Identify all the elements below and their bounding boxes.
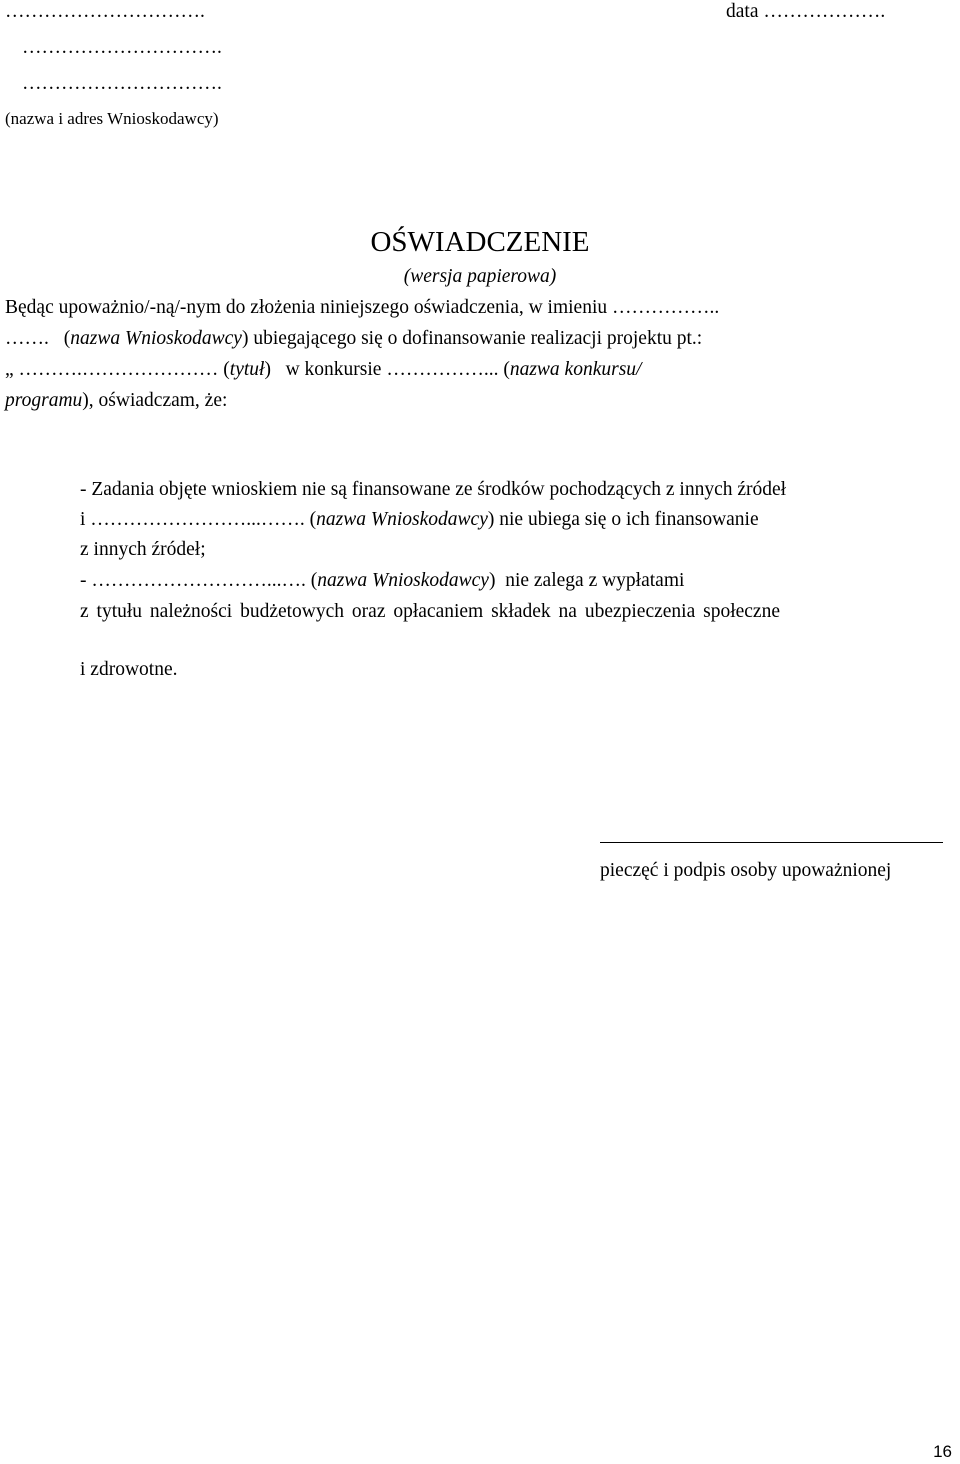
declaration-2-line-1: - ………………………...…. (nazwa Wnioskodawcy) nie zalega z wypłatami (80, 570, 685, 591)
applicant-dots-line-3: …………………………. (22, 73, 222, 94)
applicant-dots-line-2: …………………………. (22, 37, 222, 58)
applicant-caption: (nazwa i adres Wnioskodawcy) (5, 109, 219, 128)
signature-caption: pieczęć i podpis osoby upoważnionej (600, 860, 892, 881)
intro-line-2-rest: ubiegającego się o dofinansowanie realizacji projektu pt.: (253, 328, 703, 349)
page-subtitle: (wersja papierowa) (403, 266, 557, 287)
declaration-1-line-2: i ……………………...……. (nazwa Wnioskodawcy) nie ubiega się o ich finansowanie (80, 509, 759, 530)
declaration-1-applicant-label: nazwa Wnioskodawcy (316, 509, 488, 530)
applicant-dots-line-1: …………………………. (5, 1, 205, 22)
declaration-1-line-2-rest: nie ubiega się o ich finansowanie (499, 509, 759, 530)
declaration-2-dots: - ………………………...…. (80, 570, 306, 591)
intro-applicant-name-label: nazwa Wnioskodawcy (70, 328, 242, 349)
date-field: data ………………. (726, 1, 886, 22)
intro-line-4 (5, 391, 227, 411)
declaration-2-line-2: z tytułu należności budżetowych oraz opłacaniem składek na ubezpieczenia społeczne (80, 601, 780, 622)
intro-line-2-dots: ……. (5, 328, 49, 349)
intro-line-3-start: „ ……….………………… (5, 359, 219, 380)
declaration-1-line-1: - Zadania objęte wnioskiem nie są finansowane ze środków pochodzących z innych źródeł (80, 479, 787, 500)
declaration-2-applicant-label: nazwa Wnioskodawcy (317, 570, 489, 591)
intro-title-label: tytuł (229, 359, 265, 380)
declaration-1-dots: i ……………………...……. (80, 509, 305, 530)
declaration-2-line-3: i zdrowotne. (80, 659, 178, 680)
intro-line-1: Będąc upoważnio/-ną/-nym do złożenia niniejszego oświadczenia, w imieniu …………….. (5, 297, 720, 318)
intro-line-4-rest: ), oświadczam, że: (82, 390, 228, 411)
declaration-1-line-3: z innych źródeł; (80, 539, 206, 560)
intro-line-2: ……. (nazwa Wnioskodawcy) ubiegającego się o dofinansowanie realizacji projektu pt.: (5, 328, 703, 349)
intro-program-label: programu (5, 390, 83, 411)
intro-contest-label: nazwa konkursu/ (509, 359, 642, 380)
page-title: OŚWIADCZENIE (370, 226, 590, 258)
intro-line-3-mid: w konkursie ……………... (285, 359, 499, 380)
intro-line-3: „ ……….………………… (tytuł) w konkursie ……………... (nazwa konkursu/ (5, 359, 642, 380)
declaration-2-line-1-rest: nie zalega z wypłatami (505, 570, 685, 591)
signature-line (600, 842, 943, 843)
page-number: 16 (933, 1442, 952, 1461)
